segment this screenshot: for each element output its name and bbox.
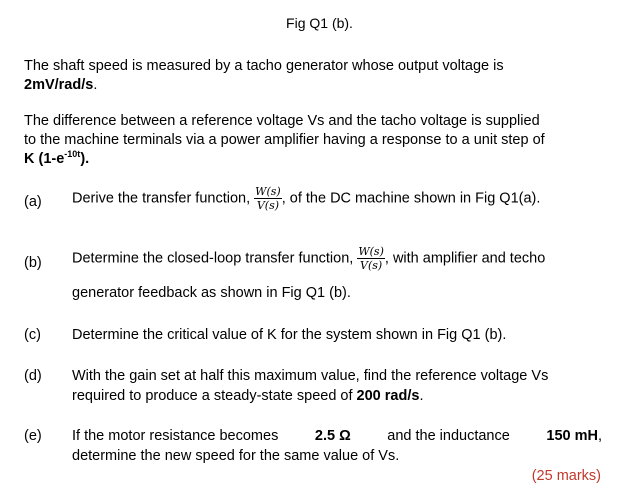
tacho-constant: 2mV/rad/s	[24, 77, 94, 93]
question-a-pre: Derive the transfer function,	[72, 190, 251, 207]
marks-label: (25 marks)	[531, 468, 601, 484]
question-b-post: with amplifier and techo	[392, 250, 546, 267]
question-c-label: (c)	[24, 327, 41, 343]
question-e-line1	[72, 428, 602, 444]
paragraph-amplifier-line1: The difference between a reference voltage Vs and the tacho voltage is supplied	[24, 113, 540, 129]
amplifier-response-end: ).	[80, 151, 90, 167]
question-b-label: (b)	[24, 255, 42, 271]
question-b: Determine the closed-loop transfer function, $\frac{W(s)}{V(s)}$ , with amplifier and techo	[72, 245, 546, 272]
question-a-label: (a)	[24, 194, 42, 210]
paragraph-tacho-period: .	[93, 77, 98, 93]
question-d-label: (d)	[24, 368, 42, 384]
question-e-pre: If the motor resistance becomes	[72, 428, 279, 444]
fraction-numerator: W(s)	[255, 185, 281, 198]
figure-caption: Fig Q1 (b).	[286, 15, 353, 31]
question-d-line2-pre: required to produce a steady-state speed of	[72, 388, 353, 404]
fraction-denominator: V(s)	[360, 259, 383, 272]
paragraph-tacho	[24, 57, 602, 95]
question-e-line2: determine the new speed for the same value of Vs.	[72, 448, 400, 464]
question-b-line2: generator feedback as shown in Fig Q1 (b).	[72, 285, 351, 301]
transfer-function-fraction	[357, 245, 385, 272]
fraction-numerator: W(s)	[358, 245, 384, 258]
fraction-denominator: V(s)	[256, 199, 280, 212]
amplifier-response-exponent: -10t	[64, 149, 81, 159]
paragraph-tacho-text: The shaft speed is measured by a tacho generator whose output voltage is	[24, 58, 504, 74]
question-d-line2	[72, 388, 423, 404]
paragraph-amplifier-line2: to the machine terminals via a power amplifier having a response to a unit step of	[24, 132, 545, 148]
question-e-mid: and the inductance	[387, 428, 510, 444]
paragraph-amplifier	[24, 112, 602, 169]
question-d-line1: With the gain set at half this maximum value, find the reference voltage Vs	[72, 368, 549, 384]
transfer-function-fraction	[254, 185, 282, 212]
amplifier-response	[24, 151, 89, 167]
question-c: Determine the critical value of K for the system shown in Fig Q1 (b).	[72, 327, 507, 343]
question-e-comma: ,	[597, 428, 602, 444]
question-a-post: of the DC machine shown in Fig Q1(a).	[289, 190, 541, 207]
question-d-period: .	[419, 388, 424, 404]
question-a: Derive the transfer function, $\frac{W(s)}{V(s)}$ , of the DC machine shown in Fig Q1(a).	[72, 185, 541, 212]
motor-resistance: 2.5 Ω	[314, 428, 351, 444]
amplifier-response-k: K (1-e	[24, 151, 65, 167]
target-speed: 200 rad/s	[356, 388, 420, 404]
motor-inductance: 150 mH	[546, 428, 598, 444]
question-b-pre: Determine the closed-loop transfer function,	[72, 250, 354, 267]
question-e-label: (e)	[24, 428, 42, 444]
